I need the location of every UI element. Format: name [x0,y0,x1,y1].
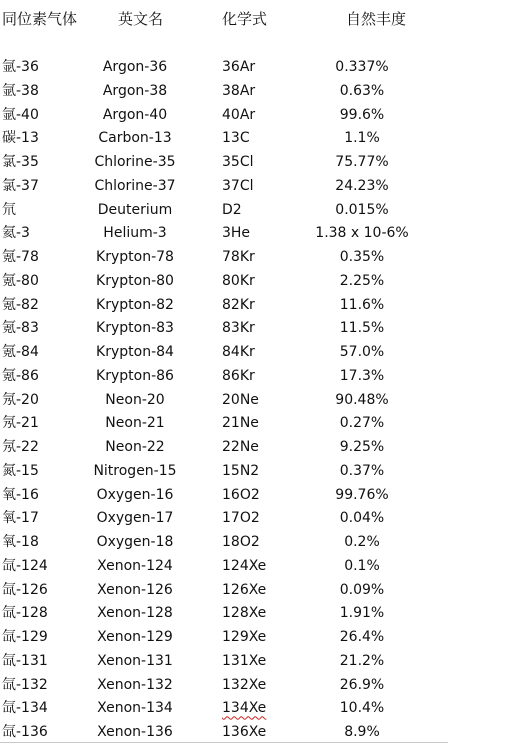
formula-cell: 78Kr [222,249,255,265]
table-row [0,602,520,626]
header-english-name: 英文名 [118,10,164,28]
abundance-cell: 11.6% [339,296,385,313]
english-name-cell: Xenon-131 [97,652,173,669]
abundance-cell: 0.2% [344,534,380,550]
english-name-cell: Chlorine-35 [94,154,176,170]
english-name-cell: Helium-3 [103,225,167,242]
isotope-cell: 氙-129 [2,629,48,645]
english-name-cell: Xenon-126 [97,581,173,598]
english-name-cell: Argon-36 [102,59,168,75]
english-name-cell: Oxygen-18 [96,534,174,550]
formula-cell: 40Ar [222,106,256,123]
abundance-cell: 24.23% [335,177,389,194]
isotope-cell: 氙-131 [2,652,48,669]
abundance-cell: 0.63% [339,82,385,99]
english-name-cell: Krypton-78 [96,249,174,265]
english-name-cell: Oxygen-16 [96,486,174,503]
table-row [0,151,520,175]
abundance-cell: 57.0% [339,344,385,360]
formula-cell: 15N2 [222,462,260,479]
table-row [0,579,520,603]
abundance-cell: 9.25% [339,439,385,455]
abundance-cell: 0.27% [339,415,385,432]
table-row [0,674,520,698]
header-natural-abundance: 自然丰度 [346,10,407,28]
isotope-cell: 氙-124 [2,557,48,574]
abundance-cell: 2.25% [339,272,385,289]
formula-cell: 126Xe [222,581,267,598]
abundance-cell: 99.76% [335,486,389,503]
abundance-cell: 0.37% [339,462,385,479]
formula-cell-spellcheck: 134Xe [222,700,267,717]
table-row [0,246,520,270]
formula-cell: 17O2 [222,510,260,527]
formula-cell: 16O2 [222,486,260,503]
abundance-cell: 26.4% [339,629,385,645]
table-row [0,650,520,674]
abundance-cell: 17.3% [339,367,385,384]
formula-cell: 38Ar [222,82,256,99]
english-name-cell: Xenon-132 [97,676,173,693]
table-row [0,365,520,389]
table-row [0,199,520,223]
table-row [0,484,520,508]
table-row [0,127,520,151]
isotope-cell: 氦-3 [2,225,30,242]
isotope-cell: 氙-132 [2,676,48,693]
english-name-cell: Xenon-129 [97,629,173,645]
english-name-cell: Xenon-134 [97,700,173,717]
formula-cell: 129Xe [222,629,267,645]
formula-cell: D2 [222,201,242,218]
english-name-cell: Neon-21 [105,415,165,432]
abundance-cell: 0.09% [339,581,385,598]
abundance-cell: 75.77% [335,154,389,170]
english-name-cell: Argon-40 [102,106,168,123]
formula-cell: 83Kr [222,320,255,337]
english-name-cell: Carbon-13 [98,130,172,147]
table-row [0,412,520,436]
table-row [0,341,520,365]
table-row [0,436,520,460]
isotope-cell: 氧-18 [2,534,39,550]
isotope-cell: 氖-20 [2,391,39,408]
formula-cell: 128Xe [222,605,267,622]
table-row [0,460,520,484]
bottom-divider [0,742,448,743]
abundance-cell: 0.337% [335,59,389,75]
formula-cell: 18O2 [222,534,260,550]
formula-cell: 37Cl [222,177,254,194]
isotope-cell: 氪-84 [2,344,39,360]
formula-cell: 82Kr [222,296,255,313]
header-isotope-gas: 同位素气体 [2,10,78,28]
table-row [0,56,520,80]
formula-cell: 22Ne [222,439,259,455]
english-name-cell: Krypton-80 [96,272,174,289]
formula-cell: 131Xe [222,652,267,669]
abundance-cell: 26.9% [339,676,385,693]
abundance-cell: 0.04% [339,510,385,527]
english-name-cell: Deuterium [97,201,173,218]
formula-cell: 132Xe [222,676,267,693]
english-name-cell: Krypton-83 [96,320,174,337]
isotope-cell: 氪-83 [2,320,39,337]
english-name-cell: Neon-20 [105,391,165,408]
formula-cell: 13C [222,130,250,147]
formula-cell: 124Xe [222,557,267,574]
abundance-cell: 1.1% [344,130,380,147]
table-row [0,222,520,246]
abundance-cell: 1.91% [339,605,385,622]
formula-cell: 80Kr [222,272,255,289]
table-row [0,555,520,579]
isotope-cell: 氮-15 [2,462,39,479]
formula-cell: 35Cl [222,154,254,170]
formula-cell: 84Kr [222,344,255,360]
isotope-cell: 氙-134 [2,700,48,717]
table-row [0,697,520,721]
isotope-cell: 氪-78 [2,249,39,265]
english-name-cell: Krypton-84 [96,344,174,360]
isotope-cell: 氩-40 [2,106,39,123]
abundance-cell: 0.015% [335,201,389,218]
isotope-cell: 氩-36 [2,59,39,75]
isotope-cell: 氖-21 [2,415,39,432]
formula-cell: 136Xe [222,724,267,740]
english-name-cell: Xenon-124 [97,557,173,574]
abundance-cell: 0.1% [344,557,380,574]
isotope-cell: 氧-16 [2,486,39,503]
abundance-cell: 21.2% [339,652,385,669]
table-row [0,175,520,199]
table-row [0,531,520,555]
table-row [0,294,520,318]
abundance-cell: 0.35% [339,249,385,265]
english-name-cell: Oxygen-17 [96,510,174,527]
english-name-cell: Xenon-128 [97,605,173,622]
isotope-cell: 氘 [2,201,16,218]
header-formula: 化学式 [222,10,268,28]
isotope-cell: 碳-13 [2,130,39,147]
isotope-cell: 氯-37 [2,177,39,194]
table-row [0,80,520,104]
table-row [0,626,520,650]
english-name-cell: Nitrogen-15 [93,462,177,479]
isotope-cell: 氪-80 [2,272,39,289]
abundance-cell: 10.4% [339,700,385,717]
formula-cell: 21Ne [222,415,259,432]
table-header [0,8,520,30]
abundance-cell: 1.38 x 10-6% [315,225,409,242]
abundance-cell: 99.6% [339,106,385,123]
isotope-table-body [0,56,520,745]
isotope-cell: 氖-22 [2,439,39,455]
english-name-cell: Xenon-136 [97,724,173,740]
table-row [0,389,520,413]
isotope-cell: 氙-126 [2,581,48,598]
formula-cell: 36Ar [222,59,256,75]
formula-cell: 20Ne [222,391,259,408]
english-name-cell: Argon-38 [102,82,168,99]
isotope-cell: 氪-82 [2,296,39,313]
abundance-cell: 90.48% [335,391,389,408]
english-name-cell: Chlorine-37 [94,177,176,194]
isotope-cell: 氙-128 [2,605,48,622]
isotope-cell: 氪-86 [2,367,39,384]
isotope-cell: 氙-136 [2,724,48,740]
english-name-cell: Krypton-86 [96,367,174,384]
table-row [0,104,520,128]
table-row [0,317,520,341]
formula-cell: 86Kr [222,367,255,384]
abundance-cell: 11.5% [339,320,385,337]
abundance-cell: 8.9% [344,724,380,740]
english-name-cell: Neon-22 [105,439,165,455]
table-row [0,507,520,531]
english-name-cell: Krypton-82 [96,296,174,313]
isotope-cell: 氯-35 [2,154,39,170]
isotope-cell: 氩-38 [2,82,39,99]
isotope-cell: 氧-17 [2,510,39,527]
table-row [0,270,520,294]
formula-cell: 3He [222,225,251,242]
